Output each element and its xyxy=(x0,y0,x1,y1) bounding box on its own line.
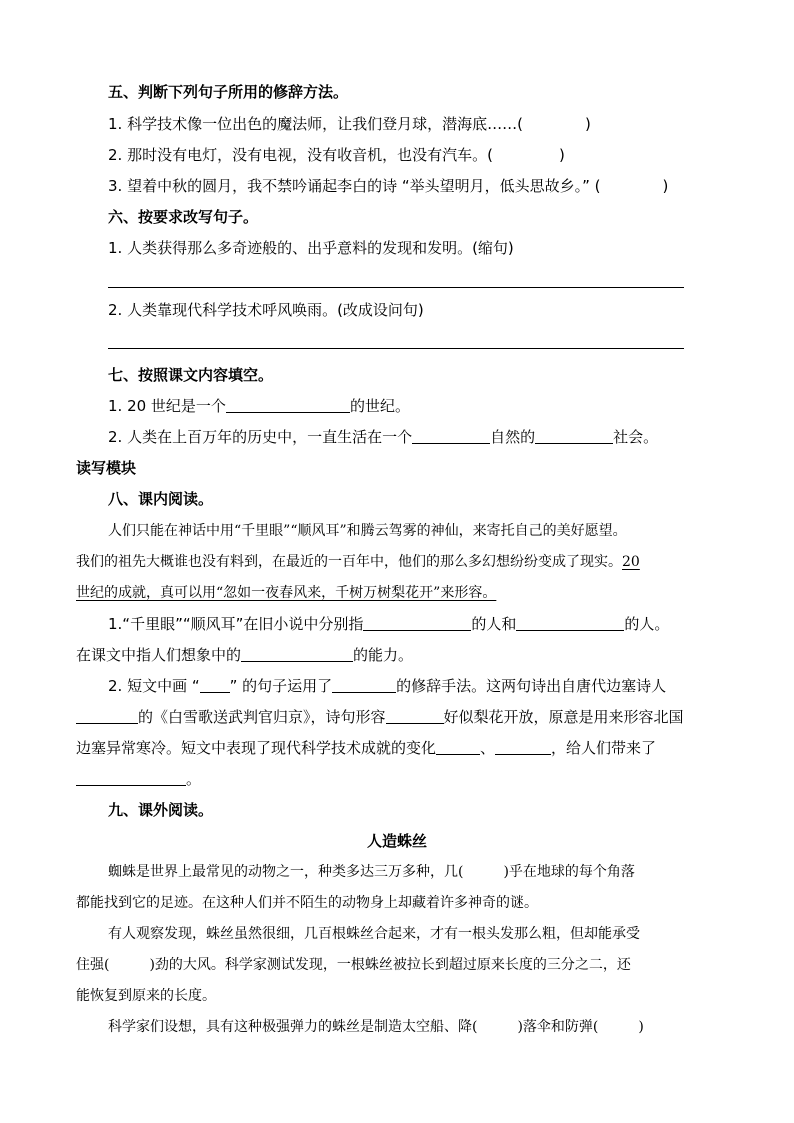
s9-p3-text-b: )落伞和防弹( xyxy=(517,1019,599,1035)
s8-q1-text-b: 的人和 xyxy=(471,615,517,633)
s5-question-1 xyxy=(108,114,591,134)
s9-p2-text-b: 住强( xyxy=(76,957,110,973)
s8-q2-blank-3 xyxy=(386,708,444,724)
s8-q2-text-a: 2. 短文中画 “ xyxy=(108,677,200,695)
s8-q2-text-e: 好似梨花开放，原意是用来形容北国 xyxy=(443,708,684,726)
s8-q1-blank-1 xyxy=(363,615,471,631)
s8-q2-blank-6 xyxy=(76,770,186,786)
section-7-title: 七、按照课文内容填空。 xyxy=(108,366,274,384)
s6-answer-line-2 xyxy=(108,348,684,349)
s7-q2-blank-2 xyxy=(535,428,613,444)
s8-question-1 xyxy=(108,614,669,634)
s8-q1-blank-3 xyxy=(241,646,353,662)
section-5-title: 五、判断下列句子所用的修辞方法。 xyxy=(108,83,349,101)
s5-q2-close: ) xyxy=(558,146,565,164)
s6-question-1: 1. 人类获得那么多奇迹般的、出乎意料的发现和发明。(缩句) xyxy=(108,239,514,257)
s9-p2-text-c: )劲的大风。科学家测试发现，一根蛛丝被拉长到超过原来长度的三分之二，还 xyxy=(149,957,631,973)
s8-q1-text-c: 的人。 xyxy=(624,615,670,633)
s9-para-1-line-1 xyxy=(108,862,635,882)
s8-q2-blank-5 xyxy=(495,739,551,755)
s9-para-1-line-2: 都能找到它的足迹。在这种人们并不陌生的动物身上却藏着许多神奇的谜。 xyxy=(76,895,538,911)
s8-q2-mark-blank xyxy=(200,677,230,693)
s9-para-2-line-2 xyxy=(76,955,631,975)
s5-q1-close: ) xyxy=(584,115,591,133)
s9-p3-text-a: 科学家们设想，具有这种极强弹力的蛛丝是制造太空船、降( xyxy=(108,1019,478,1035)
section-8-title: 八、课内阅读。 xyxy=(108,490,214,508)
s7-q2-text-b: 自然的 xyxy=(490,428,536,446)
s8-q2-text-b: ” 的句子运用了 xyxy=(229,677,333,695)
s9-para-2-line-1: 有人观察发现，蛛丝虽然很细，几百根蛛丝合起来，才有一根头发那么粗，但却能承受 xyxy=(108,926,640,942)
s6-answer-line-1 xyxy=(108,287,684,288)
s8-q2-text-d: 的《白雪歌送武判官归京》，诗句形容 xyxy=(138,708,386,726)
s8-q2-text-c: 的修辞手法。这两句诗出自唐代边塞诗人 xyxy=(396,677,667,695)
s7-q2-blank-1 xyxy=(412,428,490,444)
s8-q2-blank-4 xyxy=(436,739,480,755)
s5-q2-text: 2. 那时没有电灯，没有电视，没有收音机，也没有汽车。( xyxy=(108,146,493,164)
s7-q1-text-b: 的世纪。 xyxy=(349,397,410,415)
s5-question-3 xyxy=(108,176,668,196)
section-6-title: 六、按要求改写句子。 xyxy=(108,208,259,226)
s8-q1-blank-2 xyxy=(516,615,624,631)
s7-question-2 xyxy=(108,427,658,447)
s8-q1-text-e: 的能力。 xyxy=(353,646,414,664)
s8-passage-underlined-sentence: 世纪的成就，真可以用“忽如一夜春风来，千树万树梨花开”来形容。 xyxy=(76,585,497,601)
s7-question-1 xyxy=(108,396,410,416)
s5-q3-close: ) xyxy=(662,177,669,195)
s8-q2-text-f: 边塞异常寒冷。短文中表现了现代科学技术成就的变化 xyxy=(76,739,437,757)
s8-q2-blank-2 xyxy=(76,708,138,724)
s8-q1-text-a: 1.“千里眼”“顺风耳”在旧小说中分别指 xyxy=(108,615,364,633)
s8-q2-text-i: 。 xyxy=(186,770,202,788)
s8-passage-underlined-start: 20 xyxy=(622,554,640,570)
s8-passage-line-2 xyxy=(76,552,640,572)
module-heading: 读写模块 xyxy=(76,459,137,477)
s8-passage-line-2-text: 我们的祖先大概谁也没有料到，在最近的一百年中，他们的那么多幻想纷纷变成了现实。 xyxy=(76,554,622,570)
s9-p1-text-a: 蜘蛛是世界上最常见的动物之一，种类多达三万多种，几( xyxy=(108,864,464,880)
s6-question-2: 2. 人类靠现代科学技术呼风唤雨。(改成设问句) xyxy=(108,301,424,319)
article-title: 人造蛛丝 xyxy=(366,832,427,850)
s8-q2-text-g: 、 xyxy=(480,739,496,757)
s5-q3-text: 3. 望着中秋的圆月，我不禁吟诵起李白的诗 “举头望明月，低头思故乡。” ( xyxy=(108,177,601,195)
s9-para-3-line-1 xyxy=(108,1017,644,1037)
s8-q2-blank-1 xyxy=(332,677,396,693)
s9-para-2-line-3: 能恢复到原来的长度。 xyxy=(76,988,216,1004)
s8-question-2-line-4 xyxy=(76,769,201,789)
s7-q1-blank xyxy=(226,397,350,413)
s8-q1-text-d: 在课文中指人们想象中的 xyxy=(76,646,242,664)
s8-passage-line-1: 人们只能在神话中用“千里眼”“顺风耳”和腾云驾雾的神仙，来寄托自己的美好愿望。 xyxy=(108,523,627,539)
s8-question-2-line-2 xyxy=(76,707,684,727)
section-9-title: 九、课外阅读。 xyxy=(108,801,214,819)
s5-q1-text: 1. 科学技术像一位出色的魔法师，让我们登月球，潜海底……( xyxy=(108,115,523,133)
s7-q2-text-c: 社会。 xyxy=(613,428,659,446)
s9-p1-text-b: )乎在地球的每个角落 xyxy=(503,864,635,880)
s8-q2-text-h: ，给人们带来了 xyxy=(551,739,657,757)
s9-p3-text-c: ) xyxy=(638,1019,644,1035)
s7-q2-text-a: 2. 人类在上百万年的历史中，一直生活在一个 xyxy=(108,428,413,446)
s8-question-2 xyxy=(108,676,666,696)
s7-q1-text-a: 1. 20 世纪是一个 xyxy=(108,397,226,415)
s8-question-2-line-3 xyxy=(76,738,656,758)
s8-question-1-cont xyxy=(76,645,413,665)
s5-question-2 xyxy=(108,145,565,165)
